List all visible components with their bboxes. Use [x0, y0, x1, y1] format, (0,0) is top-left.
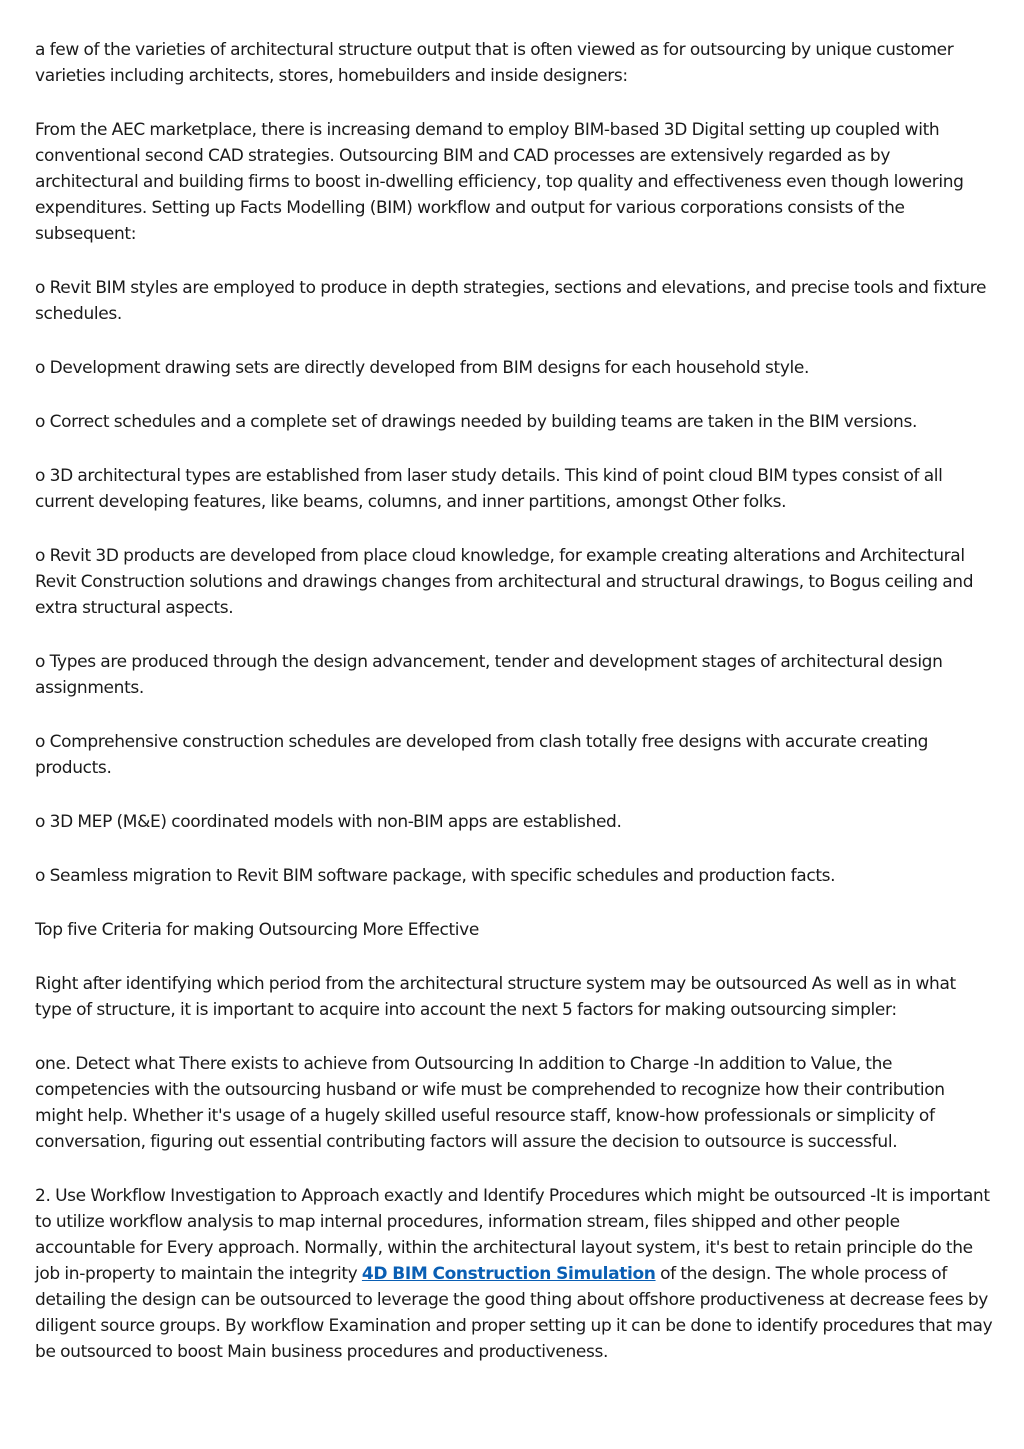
paragraph-factor-two [35, 1183, 994, 1365]
bullet-revit-3d-products: o Revit 3D products are developed from place cloud knowledge, for example creating alterations and Architectural Revit Construction solutions and drawings changes from architectural and structural drawings, to Bogus ceiling and extra structural aspects. [35, 546, 974, 618]
bullet-design-stages: o Types are produced through the design advancement, tender and development stages of architectural design assignments. [35, 652, 943, 698]
bullet-construction-schedules: o Comprehensive construction schedules are developed from clash totally free designs with accurate creating products. [35, 732, 929, 778]
bullet-seamless-migration: o Seamless migration to Revit BIM software package, with specific schedules and production facts. [35, 866, 836, 886]
paragraph-intro: a few of the varieties of architectural structure output that is often viewed as for outsourcing by unique customer varieties including architects, stores, homebuilders and inside designers: [35, 40, 954, 86]
bullet-mep-models: o 3D MEP (M&E) coordinated models with non-BIM apps are established. [35, 812, 622, 832]
bullet-revit-styles: o Revit BIM styles are employed to produce in depth strategies, sections and elevations, and precise tools and fixture schedules. [35, 278, 987, 324]
bullet-schedules: o Correct schedules and a complete set of drawings needed by building teams are taken in the BIM versions. [35, 412, 918, 432]
section-heading: Top five Criteria for making Outsourcing More Effective [35, 920, 479, 940]
paragraph-aec-demand: From the AEC marketplace, there is increasing demand to employ BIM-based 3D Digital setting up coupled with conventional second CAD strategies. Outsourcing BIM and CAD processes are extensively regarded as by architectural and building firms to boost in-dwelling efficiency, top quality and effectiveness even though lowering expenditures. Setting up Facts Modelling (BIM) workflow and output for various corporations consists of the subsequent: [35, 120, 964, 244]
bullet-3d-types: o 3D architectural types are established from laser study details. This kind of point cloud BIM types consist of all current developing features, like beams, columns, and inner partitions, amongst Other folks. [35, 466, 943, 512]
paragraph-factor-one: one. Detect what There exists to achieve from Outsourcing In addition to Charge -In addition to Value, the competencies with the outsourcing husband or wife must be comprehended to recognize how their contribution might help. Whether it's usage of a hugely skilled useful resource staff, know-how professionals or simplicity of conversation, figuring out essential contributing factors will assure the decision to outsource is successful. [35, 1054, 945, 1152]
paragraph-five-factors: Right after identifying which period from the architectural structure system may be outsourced As well as in what type of structure, it is important to acquire into account the next 5 factors for making outsourcing simpler: [35, 974, 956, 1020]
paragraph-factor-two-text-start: 2. Use Workflow Investigation to Approach exactly and Identify Procedures which might be outsourced -It is important to utilize workflow analysis to map internal procedures, information stream, files shipped and other people accountable for Every approach. Normally, within the architectural layout system, it's best to retain principle do the job in-property to maintain the integrity [35, 1186, 990, 1284]
bim-simulation-link[interactable]: 4D BIM Construction Simulation [361, 1264, 656, 1284]
bullet-drawing-sets: o Development drawing sets are directly developed from BIM designs for each household style. [35, 358, 810, 378]
paragraph-factor-two-text-end: of the design. The whole process of detailing the design can be outsourced to leverage the good thing about offshore productiveness at decrease fees by diligent source groups. By workflow Examination and proper setting up it can be done to identify procedures that may be outsourced to boost Main business procedures and productiveness. [35, 1264, 993, 1362]
